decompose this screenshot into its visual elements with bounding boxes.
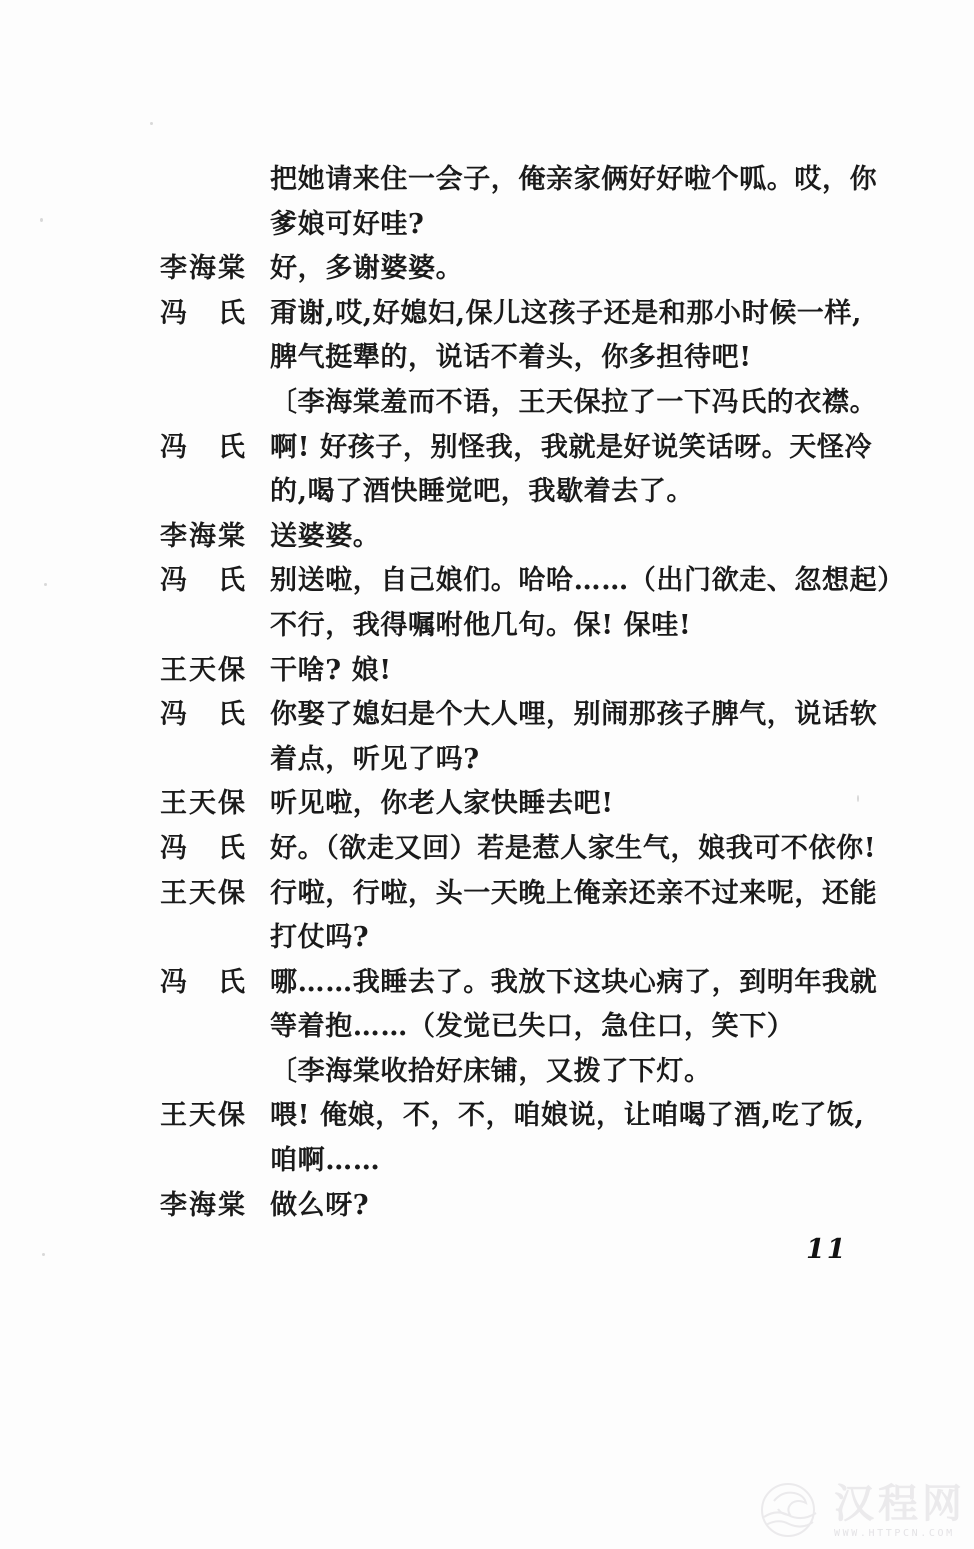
dialogue-text: 甭谢,哎,好媳妇,保儿这孩子还是和那小时候一样,: [270, 297, 862, 329]
scan-speck: [857, 795, 859, 802]
dialogue-text: 打仗吗?: [270, 922, 370, 954]
watermark-site-url: WWW.HTTPCN.COM: [834, 1527, 955, 1539]
script-row: [160, 1005, 886, 1050]
script-row: [160, 1050, 886, 1095]
dialogue-text: 的,喝了酒快睡觉吧，我歇着去了。: [270, 476, 694, 508]
script-row: [160, 693, 886, 738]
speaker-name: 李海棠: [160, 253, 247, 285]
dialogue-text: 听见啦，你老人家快睡去吧!: [270, 788, 614, 820]
dialogue-text: 啊! 好孩子，别怪我，我就是好说笑话呀。天怪冷: [270, 431, 873, 463]
dialogue-text: 咱啊……: [270, 1145, 381, 1177]
script-row: [160, 1139, 886, 1184]
script-row: [160, 1094, 886, 1139]
script-row: [160, 158, 886, 203]
dialogue-text: 别送啦，自己娘们。哈哈……（出门欲走、忽想起）: [270, 565, 905, 597]
script-row: [160, 203, 886, 248]
dialogue-text: 喂! 俺娘，不，不，咱娘说，让咱喝了酒,吃了饭,: [270, 1100, 865, 1132]
scan-speck: [42, 1253, 45, 1256]
dialogue-text: 不行，我得嘱咐他几句。保! 保哇!: [270, 609, 692, 641]
script-row: [160, 1184, 886, 1229]
stage-direction: 〔李海棠羞而不语，王天保拉了一下冯氏的衣襟。: [270, 386, 878, 418]
speaker-name: 冯 氏: [160, 832, 247, 864]
script-row: [160, 470, 886, 515]
speaker-name: [160, 203, 270, 248]
speaker-name: [160, 1005, 270, 1050]
scan-speck: [150, 122, 153, 125]
dialogue-text: 哪……我睡去了。我放下这块心病了，到明年我就: [270, 966, 878, 998]
speaker-name: 冯 氏: [160, 431, 247, 463]
script-row: [160, 872, 886, 917]
dialogue-text: 着点，听见了吗?: [270, 743, 480, 775]
script-row: [160, 649, 886, 694]
watermark: [752, 1479, 966, 1541]
script-row: [160, 738, 886, 783]
dialogue-text: 好。（欲走又回）若是惹人家生气，娘我可不依你!: [270, 832, 877, 864]
hanchengwang-logo-icon: [752, 1479, 824, 1541]
script-row: [160, 336, 886, 381]
scan-speck: [40, 218, 43, 222]
script-row: [160, 292, 886, 337]
speaker-name: 冯 氏: [160, 565, 247, 597]
dialogue-text: 做么呀?: [270, 1189, 370, 1221]
dialogue-text: 干啥? 娘!: [270, 654, 392, 686]
script-row: [160, 827, 886, 872]
stage-direction: 〔李海棠收拾好床铺，又拨了下灯。: [270, 1055, 712, 1087]
speaker-name: 王天保: [160, 788, 247, 820]
dialogue-text: 把她请来住一会子，俺亲家俩好好啦个呱。哎，你: [270, 164, 878, 195]
dialogue-text: 等着抱……（发觉已失口，急住口，笑下）: [270, 1011, 795, 1043]
dialogue-text: 你娶了媳妇是个大人哩，别闹那孩子脾气，说话软: [270, 699, 878, 731]
speaker-name: [160, 738, 270, 783]
speaker-name: 王天保: [160, 877, 247, 909]
scan-speck: [44, 583, 47, 586]
speaker-name: [160, 1139, 270, 1184]
script-row: [160, 916, 886, 961]
watermark-site-name: 汉程网: [834, 1480, 966, 1527]
page-number: 11: [806, 1234, 848, 1265]
script-row: [160, 381, 886, 426]
speaker-name: 冯 氏: [160, 966, 247, 998]
speaker-name: 王天保: [160, 1100, 247, 1132]
speaker-name: 冯 氏: [160, 297, 247, 329]
speaker-name: 冯 氏: [160, 699, 247, 731]
speaker-name: [160, 381, 270, 426]
script-row: [160, 559, 905, 604]
script-row: [160, 604, 886, 649]
script-row: [160, 961, 886, 1006]
dialogue-text: 送婆婆。: [270, 520, 381, 552]
speaker-name: [160, 158, 270, 203]
script-row: [160, 782, 886, 827]
watermark-text: [834, 1482, 966, 1539]
dialogue-text: 行啦，行啦，头一天晚上俺亲还亲不过来呢，还能: [270, 877, 878, 909]
dialogue-text: 脾气挺犟的，说话不着头，你多担待吧!: [270, 342, 752, 374]
script-row: [160, 426, 886, 471]
speaker-name: [160, 336, 270, 381]
speaker-name: 王天保: [160, 654, 247, 686]
script-row: [160, 515, 886, 560]
script-text-block: [160, 158, 905, 1228]
dialogue-text: 爹娘可好哇?: [270, 208, 425, 240]
speaker-name: [160, 470, 270, 515]
dialogue-text: 好，多谢婆婆。: [270, 253, 464, 285]
speaker-name: [160, 916, 270, 961]
script-row: [160, 247, 886, 292]
speaker-name: 李海棠: [160, 1189, 247, 1221]
speaker-name: [160, 1050, 270, 1095]
speaker-name: 李海棠: [160, 520, 247, 552]
speaker-name: [160, 604, 270, 649]
